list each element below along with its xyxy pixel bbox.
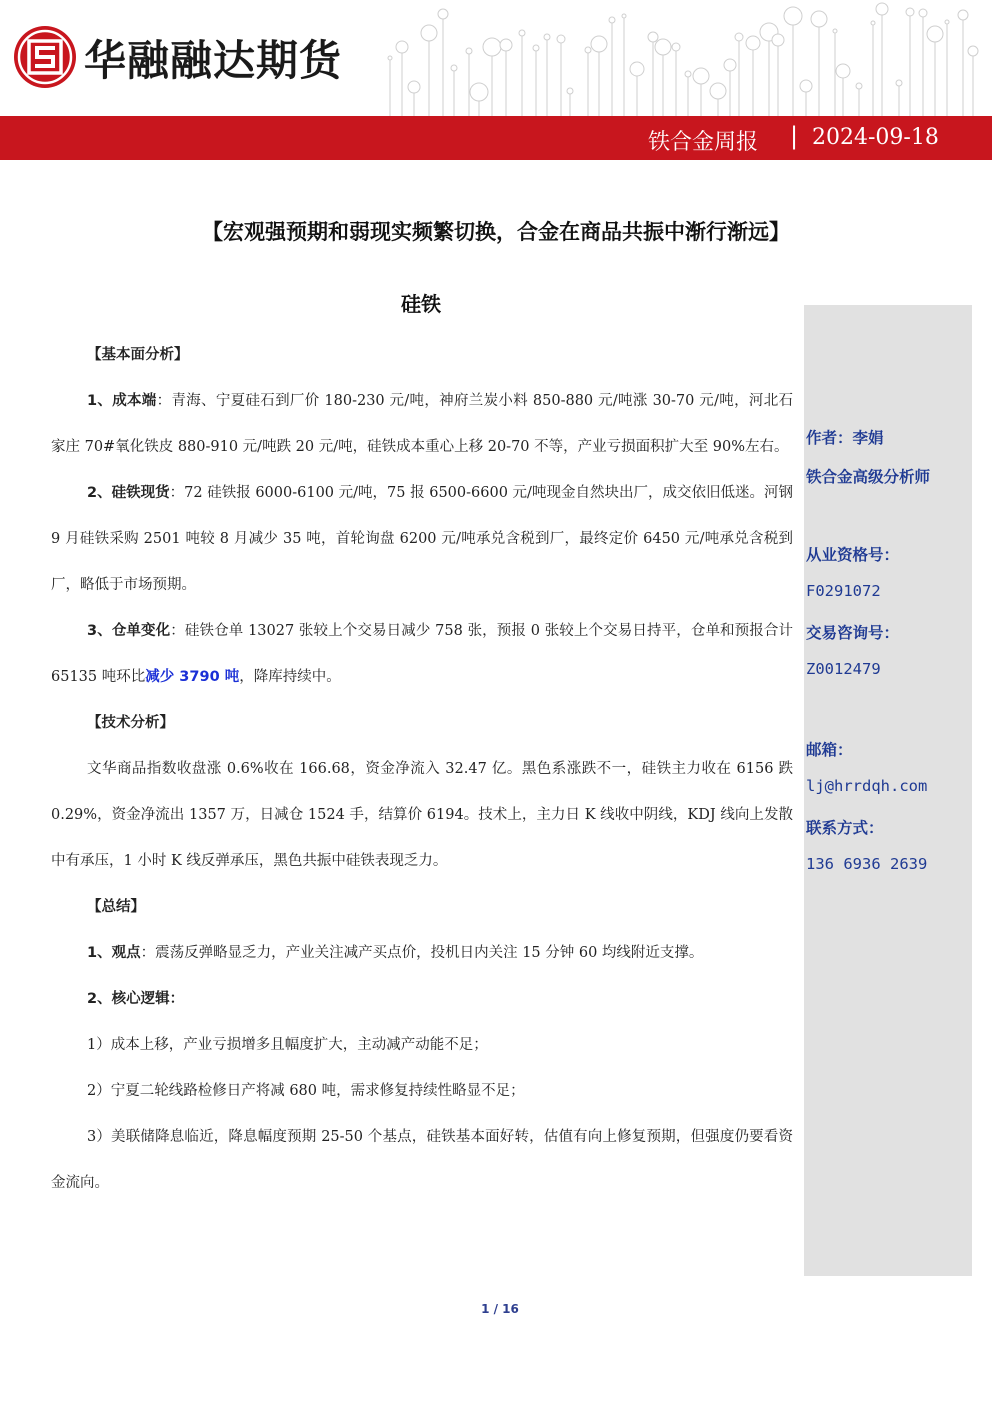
deco-dot	[919, 9, 927, 17]
phone-number: 136 6936 2639	[806, 855, 928, 873]
logic-item-2: 2）宁夏二轮线路检修日产将减 680 吨，需求修复持续性略显不足；	[87, 1083, 525, 1099]
deco-dot	[557, 35, 565, 43]
deco-dot	[710, 83, 726, 99]
deco-dot	[672, 43, 680, 51]
company-name: 华融融达期货	[84, 36, 343, 85]
author-title: 铁合金高级分析师	[806, 468, 931, 486]
deco-dot	[585, 47, 591, 53]
deco-dot	[968, 46, 978, 56]
deco-dot	[906, 8, 914, 16]
deco-dot	[544, 34, 550, 40]
deco-dot	[470, 83, 488, 101]
deco-dot	[388, 56, 392, 60]
logic-item-3: 3）美联储降息临近，降息幅度预期 25-50 个基点，硅铁基本面好转，估值有向上修复预期，但强度仍要看资金流向。	[51, 1129, 793, 1191]
warehouse-paragraph	[51, 608, 793, 700]
view-paragraph	[51, 930, 793, 976]
fundamentals-heading: 【基本面分析】	[87, 347, 189, 363]
company-seal-logo-icon	[12, 24, 78, 90]
deco-dot	[451, 65, 457, 71]
spot-colon: ：	[169, 485, 185, 501]
deco-dot	[685, 71, 691, 77]
deco-dot	[896, 80, 902, 86]
cost-text: 青海、宁夏硅石到厂价 180-230 元/吨，神府兰炭小料 850-880 元/吨涨 30-70 元/吨，河北石家庄 70#氧化铁皮 880-910 元/吨跌 20 元/吨，硅铁成本重心上移 20-70 不等，产业亏损面积扩大至 90%左右。	[51, 393, 794, 455]
deco-dot	[772, 34, 784, 46]
title-separator: |	[790, 122, 799, 150]
report-type: 铁合金周报	[647, 130, 758, 155]
deco-dot	[396, 41, 408, 53]
deco-dot	[693, 68, 709, 84]
cost-colon: ：	[156, 393, 172, 409]
deco-dot	[811, 11, 827, 27]
view-colon: ：	[140, 945, 156, 961]
section-title: 硅铁	[401, 292, 441, 316]
report-headline: 【宏观强预期和弱现实频繁切换，合金在商品共振中渐行渐远】	[202, 220, 790, 244]
page-number: 1 / 16	[481, 1302, 519, 1316]
deco-dot	[567, 88, 573, 94]
spot-text: 72 硅铁报 6000-6100 元/吨，75 报 6500-6600 元/吨现金自然块出厂，成交依旧低迷。河钢 9 月硅铁采购 2501 吨较 8 月减少 35 吨，首轮询盘 6200 元/吨承兑含税到厂，最终定价 6450 元/吨承兑含税到厂，略低于市场预期。	[51, 485, 794, 593]
technical-heading: 【技术分析】	[87, 715, 174, 731]
deco-dot	[483, 38, 501, 56]
spot-label: 2、硅铁现货	[87, 485, 170, 501]
cost-label: 1、成本端	[87, 393, 157, 409]
author-name: 作者：李娟	[806, 429, 884, 447]
deco-dot	[724, 59, 736, 71]
deco-dot	[438, 9, 448, 19]
deco-dot	[630, 62, 644, 76]
email-address[interactable]: lj@hrrdqh.com	[806, 777, 928, 795]
deco-dot	[421, 25, 437, 41]
cost-paragraph	[51, 378, 793, 470]
report-date: 2024-09-18	[812, 125, 939, 150]
deco-dot	[746, 36, 760, 50]
deco-dot	[466, 48, 472, 54]
summary-heading: 【总结】	[87, 899, 145, 915]
deco-dot	[871, 21, 875, 25]
deco-dot	[655, 39, 671, 55]
view-label: 1、观点	[87, 945, 141, 961]
deco-dot	[927, 26, 943, 42]
deco-dot	[800, 80, 812, 92]
deco-dot	[945, 20, 949, 24]
logic-label: 2、核心逻辑：	[87, 991, 185, 1007]
deco-dot	[833, 29, 837, 33]
spot-paragraph	[51, 470, 793, 608]
deco-dot	[533, 45, 539, 51]
qualification-label: 从业资格号：	[806, 546, 900, 564]
warehouse-colon: ：	[170, 623, 185, 639]
report-title-bar	[0, 116, 992, 160]
technical-paragraph: 文华商品指数收盘涨 0.6%收在 166.68，资金净流入 32.47 亿。黑色系涨跌不一，硅铁主力收在 6156 跌 0.29%，资金净流出 1357 万，日减仓 1524 手，结算价 6194。技术上，主力日 K 线收中阴线，KDJ 线向上发散中有承压，1 小时 K 线反弹承压，黑色共振中硅铁表现乏力。	[51, 761, 793, 869]
deco-dot	[500, 39, 512, 51]
contact-label: 联系方式：	[806, 819, 884, 837]
deco-dot	[836, 64, 850, 78]
consult-number: Z0012479	[806, 660, 881, 678]
deco-dot	[591, 36, 607, 52]
warehouse-text-after: ，降库持续中。	[239, 669, 341, 685]
deco-dot	[876, 3, 888, 15]
qualification-number: F0291072	[806, 582, 881, 600]
deco-dot	[408, 81, 420, 93]
report-body	[51, 332, 793, 1206]
deco-dot	[958, 10, 968, 20]
decorative-lollipop-pattern	[380, 0, 992, 118]
deco-dot	[856, 83, 862, 89]
warehouse-label: 3、仓单变化	[87, 623, 171, 639]
deco-dot	[784, 7, 802, 25]
report-header	[0, 0, 992, 118]
view-text: 震荡反弹略显乏力，产业关注减产买点价，投机日内关注 15 分钟 60 均线附近支撑。	[155, 945, 704, 961]
consult-label: 交易咨询号：	[806, 624, 900, 642]
warehouse-text: 硅铁仓单 13027 张较上个交易日减少 758 张，预报 0 张较上个交易日持平，仓单和预报合计 65135 吨环比	[51, 623, 794, 685]
logic-item-1: 1）成本上移，产业亏损增多且幅度扩大，主动减产动能不足；	[87, 1037, 488, 1053]
deco-dot	[609, 17, 615, 23]
warehouse-highlight: 减少 3790 吨	[145, 669, 240, 685]
deco-dot	[648, 32, 658, 42]
deco-dot	[735, 33, 743, 41]
deco-dot	[622, 14, 626, 18]
email-label: 邮箱：	[806, 741, 853, 759]
deco-dot	[519, 30, 525, 36]
